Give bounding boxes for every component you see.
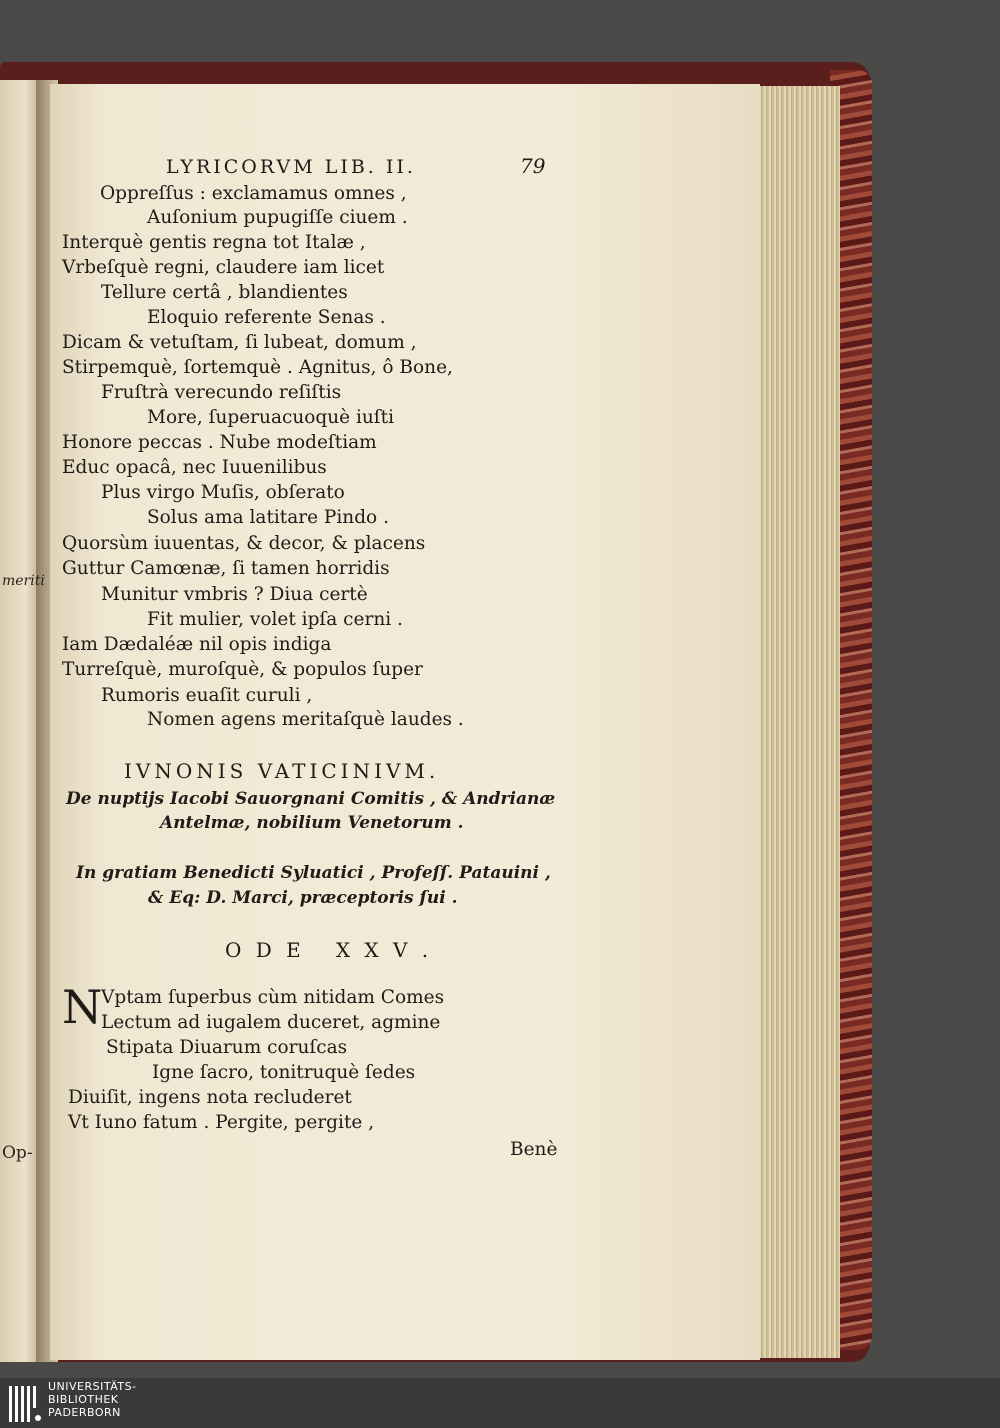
verse-line: Munitur vmbris ? Diua certè — [101, 584, 368, 605]
dedication: & Eq: D. Marci, præceptoris ſui . — [148, 888, 458, 908]
verse-line: Interquè gentis regna tot Italæ , — [62, 232, 366, 253]
verse-line: Vptam ſuperbus cùm nitidam Comes — [101, 987, 445, 1008]
section-subtitle: De nuptijs Iacobi Sauorgnani Comitis , & Andrianæ — [66, 789, 556, 809]
verse-line: Turreſquè, muroſquè, & populos ſuper — [62, 659, 423, 680]
ode-number: O D E X X V . — [225, 938, 433, 962]
page-block-edge — [752, 86, 840, 1358]
verse-line: Rumoris euaſit curuli , — [101, 685, 313, 706]
library-name-line: UNIVERSITÄTS- — [48, 1380, 137, 1393]
verse-line: Iam Dædaléæ nil opis indiga — [62, 634, 332, 655]
library-logo-icon — [8, 1384, 42, 1424]
verse-line: Stirpemquè, ſortemquè . Agnitus, ô Bone, — [62, 357, 453, 378]
section-title: IVNONIS VATICINIVM. — [124, 759, 440, 783]
verse-line: Guttur Camœnæ, ſi tamen horridis — [62, 558, 390, 579]
section-subtitle: Antelmæ, nobilium Venetorum . — [160, 813, 464, 833]
verse-line: Stipata Diuarum coruſcas — [106, 1037, 348, 1058]
left-page-catchword: Op- — [2, 1143, 33, 1163]
drop-cap: N — [62, 980, 103, 1034]
page-number: 79 — [520, 154, 546, 178]
verse-line: Fruſtrà verecundo reſiſtis — [101, 382, 342, 403]
verse-line: Fit mulier, volet ipſa cerni . — [147, 609, 403, 630]
verse-line: Quorsùm iuuentas, & decor, & placens — [62, 533, 426, 554]
verse-line: Honore peccas . Nube modeſtiam — [62, 432, 377, 453]
library-name-line: BIBLIOTHEK — [48, 1393, 119, 1406]
left-page-fragment: meriti — [2, 573, 45, 589]
catchword: Benè — [510, 1139, 558, 1160]
running-title: LYRICORVM LIB. II. — [166, 156, 416, 178]
library-name-line: PADERBORN — [48, 1406, 121, 1419]
verse-line: Plus virgo Muſis, obſerato — [101, 482, 345, 503]
verse-line: Vrbeſquè regni, claudere iam licet — [62, 257, 385, 278]
verse-line: Eloquio referente Senas . — [147, 307, 386, 328]
verse-line: Solus ama latitare Pindo . — [147, 507, 389, 528]
verse-line: Lectum ad iugalem duceret, agmine — [101, 1012, 441, 1033]
footer-bar — [0, 1378, 1000, 1428]
verse-line: Oppreſſus : exclamamus omnes , — [100, 183, 407, 204]
verse-line: Auſonium pupugiſſe ciuem . — [147, 207, 408, 228]
verse-line: Vt Iuno fatum . Pergite, pergite , — [68, 1112, 375, 1133]
verse-line: Nomen agens meritaſquè laudes . — [147, 709, 464, 730]
verse-line: Dicam & vetuſtam, ſi lubeat, domum , — [62, 332, 417, 353]
verse-line: Igne ſacro, tonitruquè ſedes — [152, 1062, 416, 1083]
verse-line: Educ opacâ, nec Iuuenilibus — [62, 457, 327, 478]
dedication: In gratiam Benedicti Syluatici , Profeſſ. Patauini , — [76, 863, 551, 883]
verse-line: More, ſuperuacuoquè iuſti — [147, 407, 395, 428]
verse-line: Diuiſit, ingens nota recluderet — [68, 1087, 352, 1108]
library-name — [48, 1380, 137, 1419]
verse-line: Tellure certâ , blandientes — [101, 282, 348, 303]
